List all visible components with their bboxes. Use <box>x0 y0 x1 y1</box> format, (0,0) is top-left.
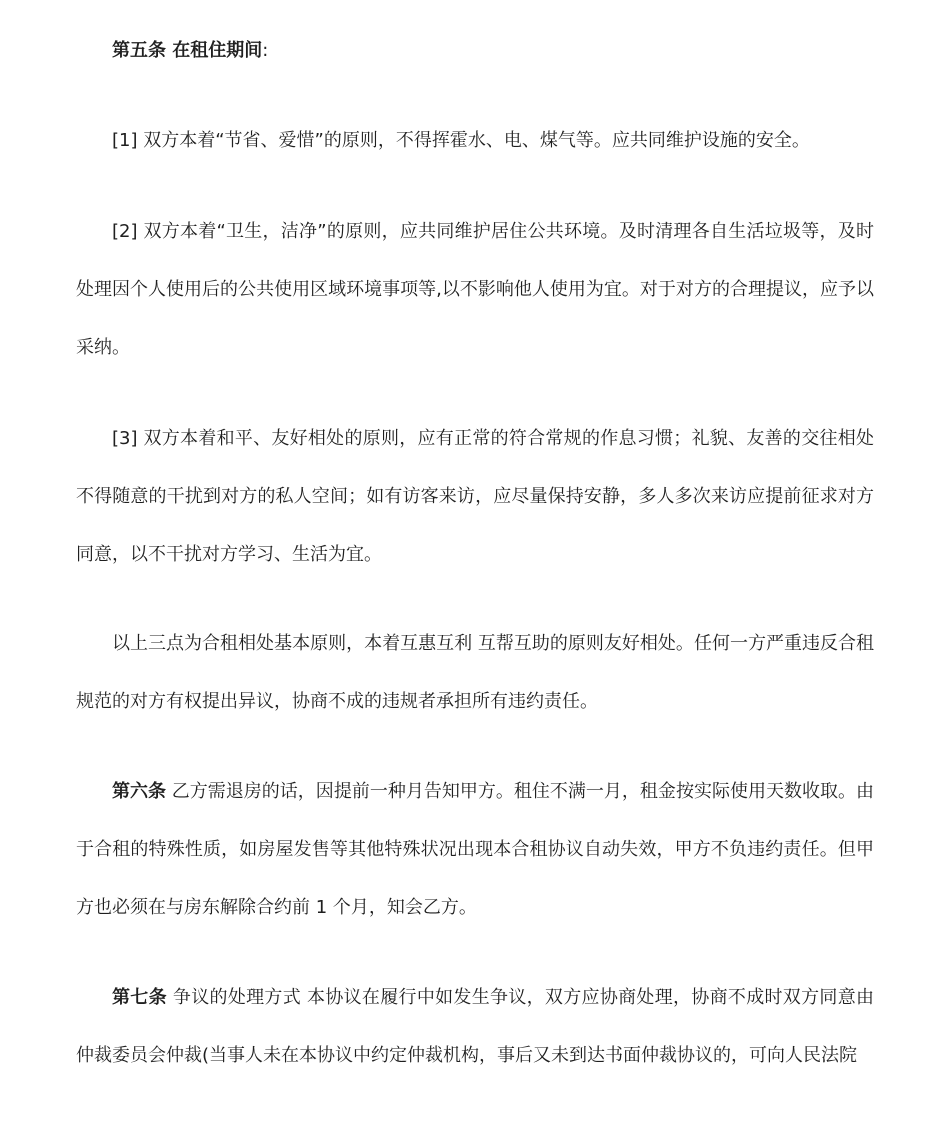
article6-heading: 第六条 <box>112 781 167 802</box>
article5-item3: [3] 双方本着和平、友好相处的原则，应有正常的符合常规的作息习惯；礼貌、友善的交往相处不得随意的干扰到对方的私人空间；如有访客来访，应尽量保持安静，多人多次来访应提前征求对方同意，以不干扰对方学习、生活为宜。 <box>76 428 874 565</box>
article5-summary: 以上三点为合租相处基本原则，本着互惠互利 互帮互助的原则友好相处。任何一方严重违反合租规范的对方有权提出异议，协商不成的违规者承担所有违约责任。 <box>76 633 874 712</box>
article6-paragraph <box>76 763 874 937</box>
article5-item2: [2] 双方本着“卫生，洁净”的原则，应共同维护居住公共环境。及时清理各自生活垃圾等，及时处理因个人使用后的公共使用区域环境事项等,以不影响他人使用为宜。对于对方的合理提议，应予以采纳。 <box>76 221 874 358</box>
article5-item1: [1] 双方本着“节省、爱惜”的原则，不得挥霍水、电、煤气等。应共同维护设施的安全。 <box>112 130 810 151</box>
article5-heading-paragraph <box>76 22 874 80</box>
article6-text: 乙方需退房的话，因提前一种月告知甲方。租住不满一月，租金按实际使用天数收取。由于合租的特殊性质，如房屋发售等其他特殊状况出现本合租协议自动失效，甲方不负违约责任。但甲方也必须在与房东解除合约前 1 个月，知会乙方。 <box>76 781 875 918</box>
article5-heading-colon: : <box>262 40 269 61</box>
article5-heading: 第五条 在租住期间 <box>112 40 263 61</box>
article7-text: 争议的处理方式 本协议在履行中如发生争议，双方应协商处理，协商不成时双方同意由仲裁委员会仲裁(当事人未在本协议中约定仲裁机构，事后又未到达书面仲裁协议的，可向人民法院 <box>76 987 874 1066</box>
article7-heading: 第七条 <box>112 987 167 1008</box>
article7-paragraph <box>76 969 874 1085</box>
